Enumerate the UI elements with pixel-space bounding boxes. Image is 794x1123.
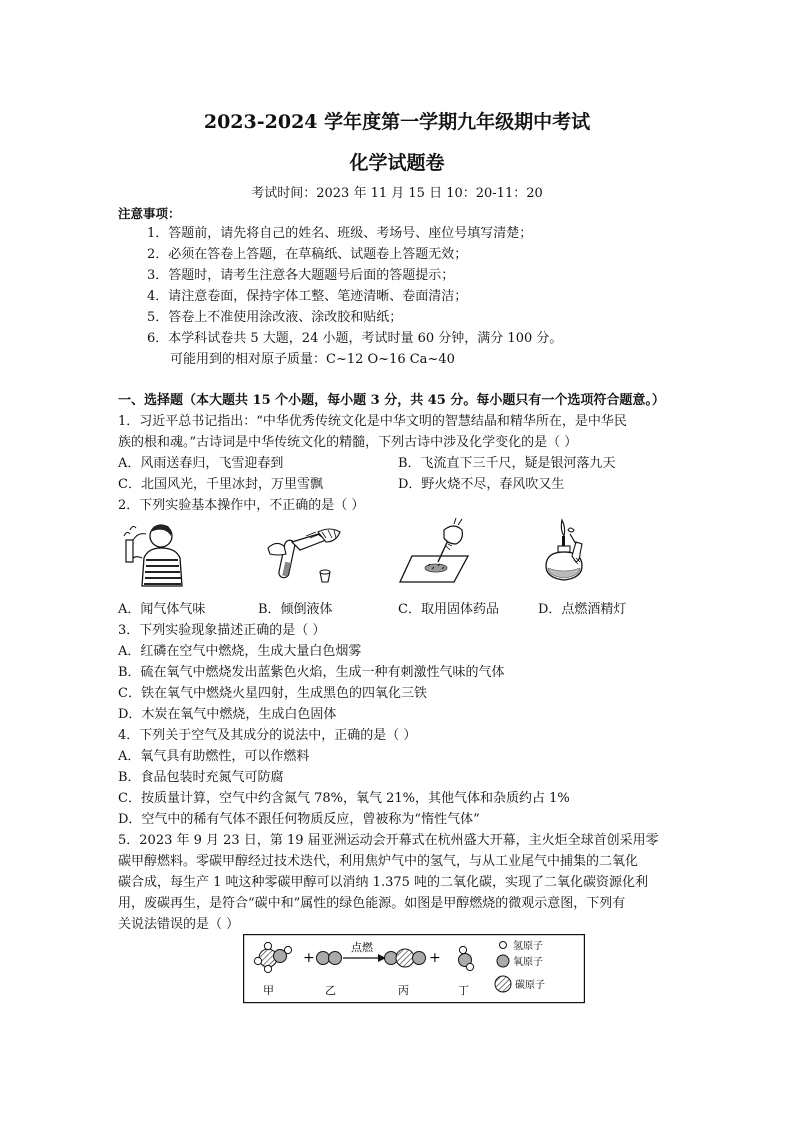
q3-option-b: B．硫在氧气中燃烧发出蓝紫色火焰，生成一种有刺激性气味的气体 <box>118 665 505 680</box>
q4-option-d: D．空气中的稀有气体不跟任何物质反应，曾被称为“惰性气体” <box>118 812 480 827</box>
q5-stem: 碳甲醇燃料。零碳甲醇经过技术迭代，利用焦炉气中的氢气，与从工业尾气中捕集的二氧化 <box>118 854 639 869</box>
note-item: 5．答卷上不准使用涂改液、涂改胶和贴纸； <box>147 310 403 325</box>
alcohol-lamp-illustration <box>536 516 594 588</box>
q5-stem: 碳合成，每生产 1 吨这种零碳甲醇可以消纳 1.375 吨的二氧化碳，实现了二氧化碳资源化利 <box>118 875 649 890</box>
species-label: 丙 <box>398 984 409 997</box>
note-item: 6．本学科试卷共 5 大题，24 小题，考试时量 60 分钟，满分 100 分。 <box>147 331 563 346</box>
q2-option-d: D．点燃酒精灯 <box>538 602 627 617</box>
q5-stem: 用，废碳再生，是符合“碳中和”属性的绿色能源。如图是甲醇燃烧的微观示意图，下列有 <box>118 896 626 911</box>
q3-option-a: A．红磷在空气中燃烧，生成大量白色烟雾 <box>118 644 362 659</box>
q5-stem: 5．2023 年 9 月 23 日，第 19 届亚洲运动会开幕式在杭州盛大开幕，主火炬全球首创采用零 <box>118 833 659 848</box>
section-heading: 一、选择题（本大题共 15 个小题，每小题 3 分，共 45 分。每小题只有一个选项符合题意。） <box>118 393 665 408</box>
legend-hydrogen: 氢原子 <box>513 941 543 952</box>
q4-stem: 4．下列关于空气及其成分的说法中，正确的是（ ） <box>118 728 417 743</box>
pour-liquid-illustration <box>256 518 346 586</box>
q5-stem: 关说法错误的是（ ） <box>118 917 240 932</box>
smell-gas-illustration <box>116 518 188 588</box>
q1-option-b: B．飞流直下三千尺，疑是银河落九天 <box>398 456 616 471</box>
q2-option-b: B．倾倒液体 <box>258 602 333 617</box>
q2-option-c: C．取用固体药品 <box>398 602 499 617</box>
q4-option-c: C．按质量计算，空气中约含氮气 78%，氧气 21%，其他气体和杂质约占 1% <box>118 791 570 806</box>
atomic-mass-note: 可能用到的相对原子质量：C~12 O~16 Ca~40 <box>170 352 455 367</box>
notes-heading: 注意事项： <box>118 206 181 221</box>
plus-sign: + <box>303 950 315 966</box>
q1-option-d: D．野火烧不尽，春风吹又生 <box>398 477 565 492</box>
note-item: 4．请注意卷面，保持字体工整、笔迹清晰、卷面清洁； <box>147 289 468 304</box>
q2-option-a: A．闻气体气味 <box>118 602 206 617</box>
exam-time: 考试时间：2023 年 11 月 15 日 10：20-11：20 <box>251 186 543 201</box>
plus-sign: + <box>429 950 441 966</box>
q1-stem: 1．习近平总书记指出：“中华优秀传统文化是中华文明的智慧结晶和精华所在，是中华民 <box>118 414 627 429</box>
q3-stem: 3．下列实验现象描述正确的是（ ） <box>118 623 326 638</box>
q2-stem: 2．下列实验基本操作中，不正确的是（ ） <box>118 498 365 513</box>
take-solid-illustration <box>398 516 472 586</box>
species-label: 丁 <box>458 984 469 997</box>
q3-option-d: D．木炭在氧气中燃烧，生成白色固体 <box>118 707 337 722</box>
q1-stem: 族的根和魂。”古诗词是中华传统文化的精髓，下列古诗中涉及化学变化的是（ ） <box>118 435 578 450</box>
q1-option-a: A．风雨送春归，飞雪迎春到 <box>118 456 284 471</box>
note-item: 3．答题时，请考生注意各大题题号后面的答题提示； <box>147 268 455 283</box>
q3-option-c: C．铁在氧气中燃烧火星四射，生成黑色的四氧化三铁 <box>118 686 427 701</box>
species-label: 甲 <box>263 984 274 997</box>
note-item: 1．答题前，请先将自己的姓名、班级、考场号、座位号填写清楚； <box>147 226 533 241</box>
q1-option-c: C．北国风光，千里冰封，万里雪飘 <box>118 477 323 492</box>
legend-carbon: 碳原子 <box>515 980 545 991</box>
q4-option-b: B．食品包装时充氮气可防腐 <box>118 770 284 785</box>
note-item: 2．必须在答卷上答题，在草稿纸、试题卷上答题无效； <box>147 247 468 262</box>
methanol-combustion-diagram <box>243 934 585 1004</box>
legend-oxygen: 氧原子 <box>513 957 543 968</box>
exam-subtitle: 化学试题卷 <box>349 152 445 174</box>
ignite-label: 点燃 <box>351 941 373 954</box>
species-label: 乙 <box>325 984 336 997</box>
q4-option-a: A．氧气具有助燃性，可以作燃料 <box>118 749 310 764</box>
exam-title: 2023-2024 学年度第一学期九年级期中考试 <box>203 111 591 133</box>
